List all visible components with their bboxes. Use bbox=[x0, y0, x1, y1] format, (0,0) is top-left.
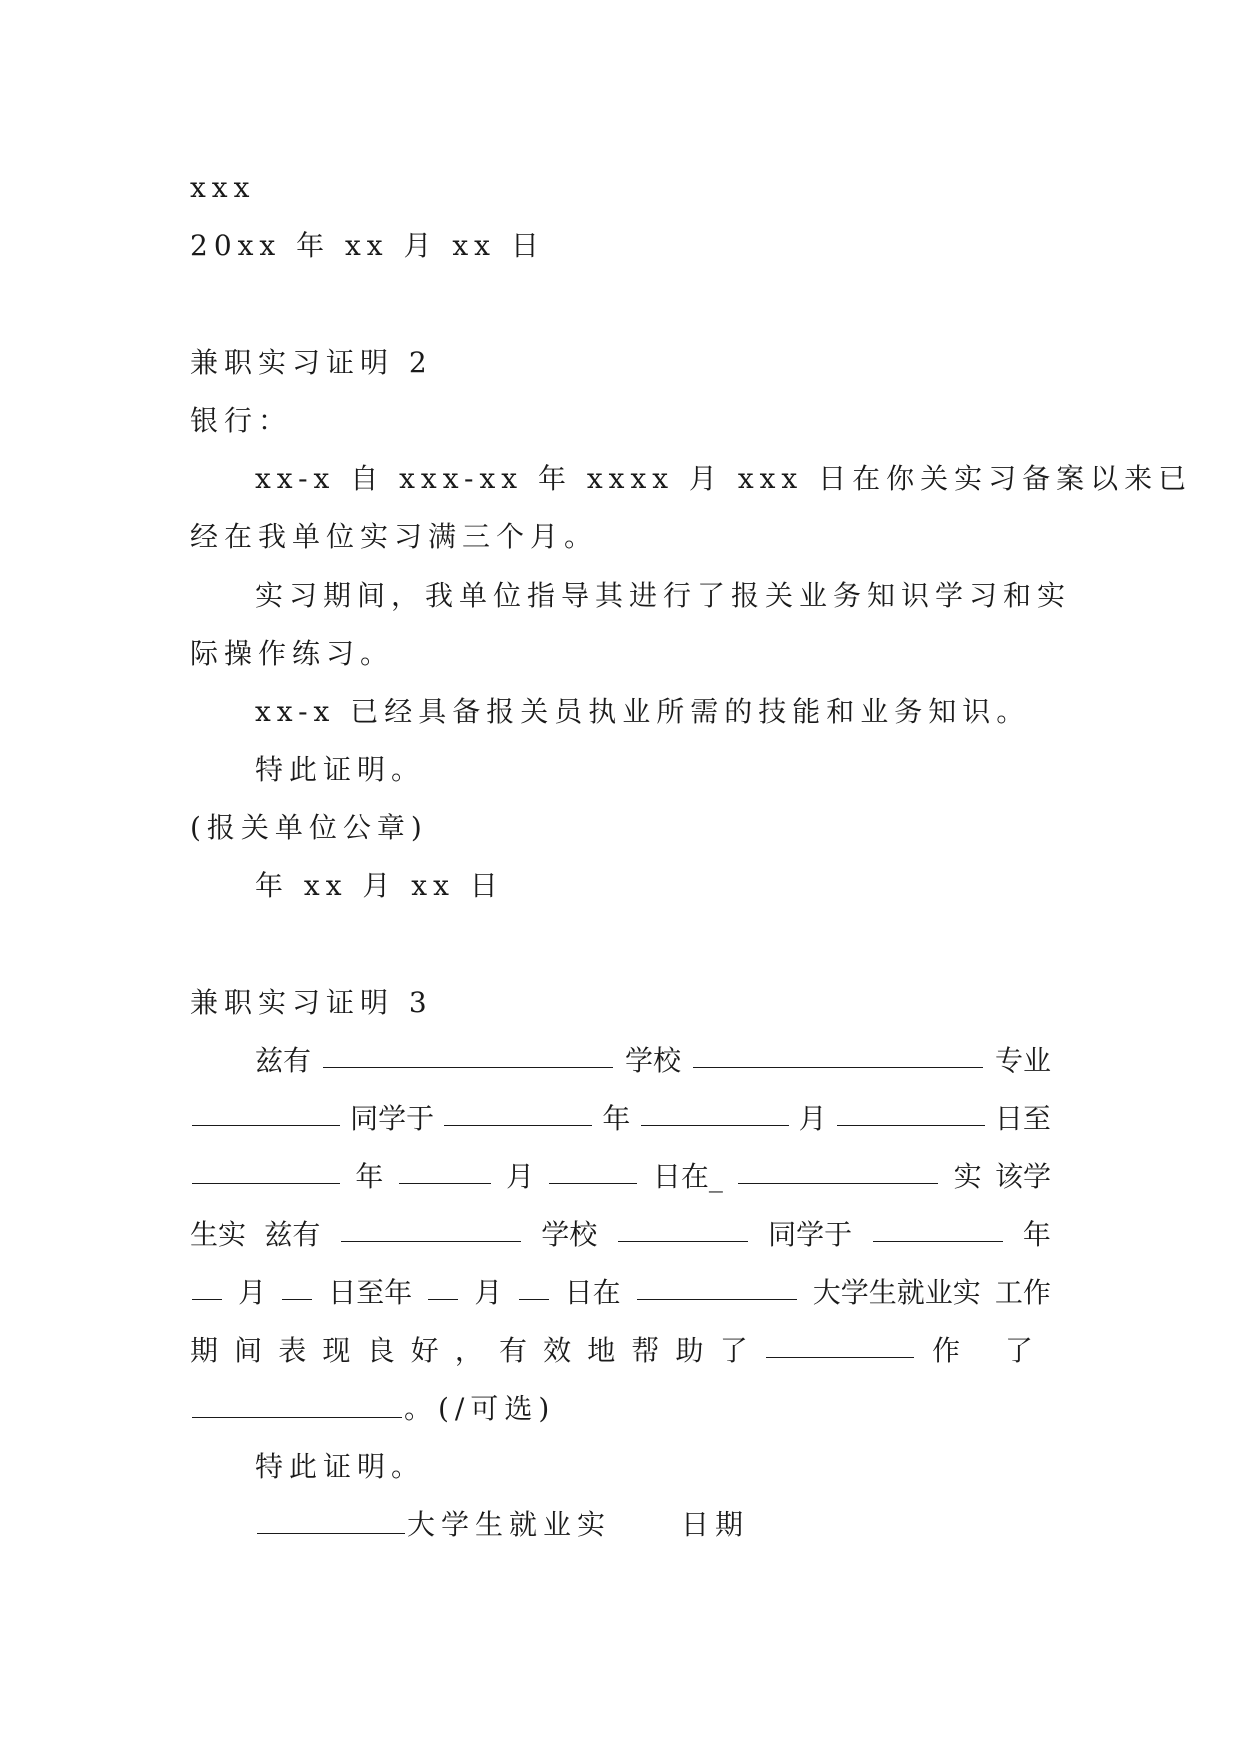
text-segment: 同学于 bbox=[768, 1218, 853, 1251]
text-segment: 年 bbox=[1022, 1218, 1051, 1251]
text-segment: 。(/可选) bbox=[404, 1392, 556, 1425]
text-segment: 该学 bbox=[994, 1160, 1051, 1193]
text-segment: 了 bbox=[719, 1334, 748, 1367]
section2-paragraph2-line2: 际操作练习。 bbox=[190, 637, 395, 670]
text-segment: 兹有 bbox=[264, 1218, 321, 1251]
section3-line6 bbox=[190, 1331, 1051, 1371]
fill-blank bbox=[399, 1157, 491, 1184]
fill-blank bbox=[192, 1273, 222, 1300]
text-segment: 月 bbox=[474, 1276, 503, 1309]
text-segment: 表 bbox=[278, 1334, 307, 1367]
section2-date: 年 xx 月 xx 日 bbox=[255, 869, 504, 902]
signer-name: xxx bbox=[190, 171, 256, 204]
fill-blank bbox=[444, 1099, 592, 1126]
text-segment: 学校 bbox=[541, 1218, 598, 1251]
section3-line1 bbox=[255, 1041, 1051, 1081]
text-segment: 同学于 bbox=[350, 1102, 435, 1135]
section2-seal: (报关单位公章) bbox=[190, 811, 428, 844]
text-segment: 助 bbox=[675, 1334, 704, 1367]
section2-paragraph1-line1: xx-x 自 xxx-xx 年 xxxx 月 xxx 日在你关实习备案以来已 bbox=[255, 462, 1193, 495]
text-segment: 大学生就业实 bbox=[812, 1276, 981, 1309]
text-segment: 日至 bbox=[994, 1102, 1051, 1135]
section3-line3 bbox=[190, 1157, 1051, 1197]
section3-closing: 特此证明。 bbox=[255, 1450, 426, 1483]
text-segment: 期 bbox=[190, 1334, 219, 1367]
text-segment: 实 bbox=[953, 1160, 982, 1193]
text-segment: 日在_ bbox=[652, 1160, 723, 1193]
text-segment: 月 bbox=[238, 1276, 267, 1309]
section3-line5 bbox=[190, 1273, 1051, 1313]
text-segment: 年 bbox=[355, 1160, 384, 1193]
text-segment: 日至年 bbox=[328, 1276, 413, 1309]
text-segment: 日在 bbox=[564, 1276, 621, 1309]
text-segment: 地 bbox=[587, 1334, 616, 1367]
text-segment: 日期 bbox=[681, 1508, 750, 1541]
fill-blank bbox=[738, 1157, 938, 1184]
fill-blank bbox=[282, 1273, 312, 1300]
fill-blank bbox=[837, 1099, 985, 1126]
text-segment: 生实 bbox=[190, 1218, 247, 1251]
text-segment: 现 bbox=[322, 1334, 351, 1367]
text-segment: 良 bbox=[366, 1334, 395, 1367]
fill-blank bbox=[549, 1157, 637, 1184]
text-segment: 间 bbox=[234, 1334, 263, 1367]
fill-blank bbox=[618, 1215, 748, 1242]
section2-paragraph2-line1: 实习期间，我单位指导其进行了报关业务知识学习和实 bbox=[255, 579, 1072, 612]
text-segment: 帮 bbox=[631, 1334, 660, 1367]
text-segment: 年 bbox=[602, 1102, 631, 1135]
section3-footer bbox=[255, 1505, 1051, 1545]
fill-blank bbox=[873, 1215, 1003, 1242]
fill-blank bbox=[519, 1273, 549, 1300]
section3-line4 bbox=[190, 1215, 1051, 1255]
fill-blank bbox=[693, 1041, 983, 1068]
fill-blank bbox=[641, 1099, 789, 1126]
text-segment: 好 bbox=[410, 1334, 439, 1367]
fill-blank bbox=[323, 1041, 613, 1068]
section3-line2 bbox=[190, 1099, 1051, 1139]
fill-blank bbox=[192, 1099, 340, 1126]
header-date: 20xx 年 xx 月 xx 日 bbox=[190, 229, 545, 262]
fill-blank bbox=[766, 1331, 914, 1358]
text-segment: 兹有 bbox=[255, 1044, 312, 1077]
fill-blank bbox=[341, 1215, 521, 1242]
fill-blank bbox=[192, 1157, 340, 1184]
text-segment: 月 bbox=[798, 1102, 827, 1135]
text-segment: 月 bbox=[506, 1160, 535, 1193]
section2-title: 兼职实习证明 2 bbox=[190, 346, 433, 379]
text-segment: 作 了 bbox=[931, 1334, 1051, 1367]
text-segment: ， bbox=[454, 1334, 483, 1367]
text-segment: 工作 bbox=[994, 1276, 1051, 1309]
section3-line7 bbox=[190, 1389, 1051, 1429]
text-segment: 有 bbox=[498, 1334, 527, 1367]
section2-closing: 特此证明。 bbox=[255, 753, 426, 786]
fill-blank bbox=[192, 1391, 402, 1418]
section2-paragraph1-line2: 经在我单位实习满三个月。 bbox=[190, 520, 599, 553]
fill-blank bbox=[637, 1273, 797, 1300]
fill-blank bbox=[257, 1507, 405, 1534]
text-segment: 效 bbox=[543, 1334, 572, 1367]
text-segment: 专业 bbox=[994, 1044, 1051, 1077]
section3-title: 兼职实习证明 3 bbox=[190, 986, 433, 1019]
text-segment: 大学生就业实 bbox=[407, 1508, 612, 1541]
section2-paragraph3: xx-x 已经具备报关员执业所需的技能和业务知识。 bbox=[255, 695, 1031, 728]
text-segment: 学校 bbox=[624, 1044, 681, 1077]
fill-blank bbox=[428, 1273, 458, 1300]
section2-recipient: 银行： bbox=[190, 404, 293, 437]
